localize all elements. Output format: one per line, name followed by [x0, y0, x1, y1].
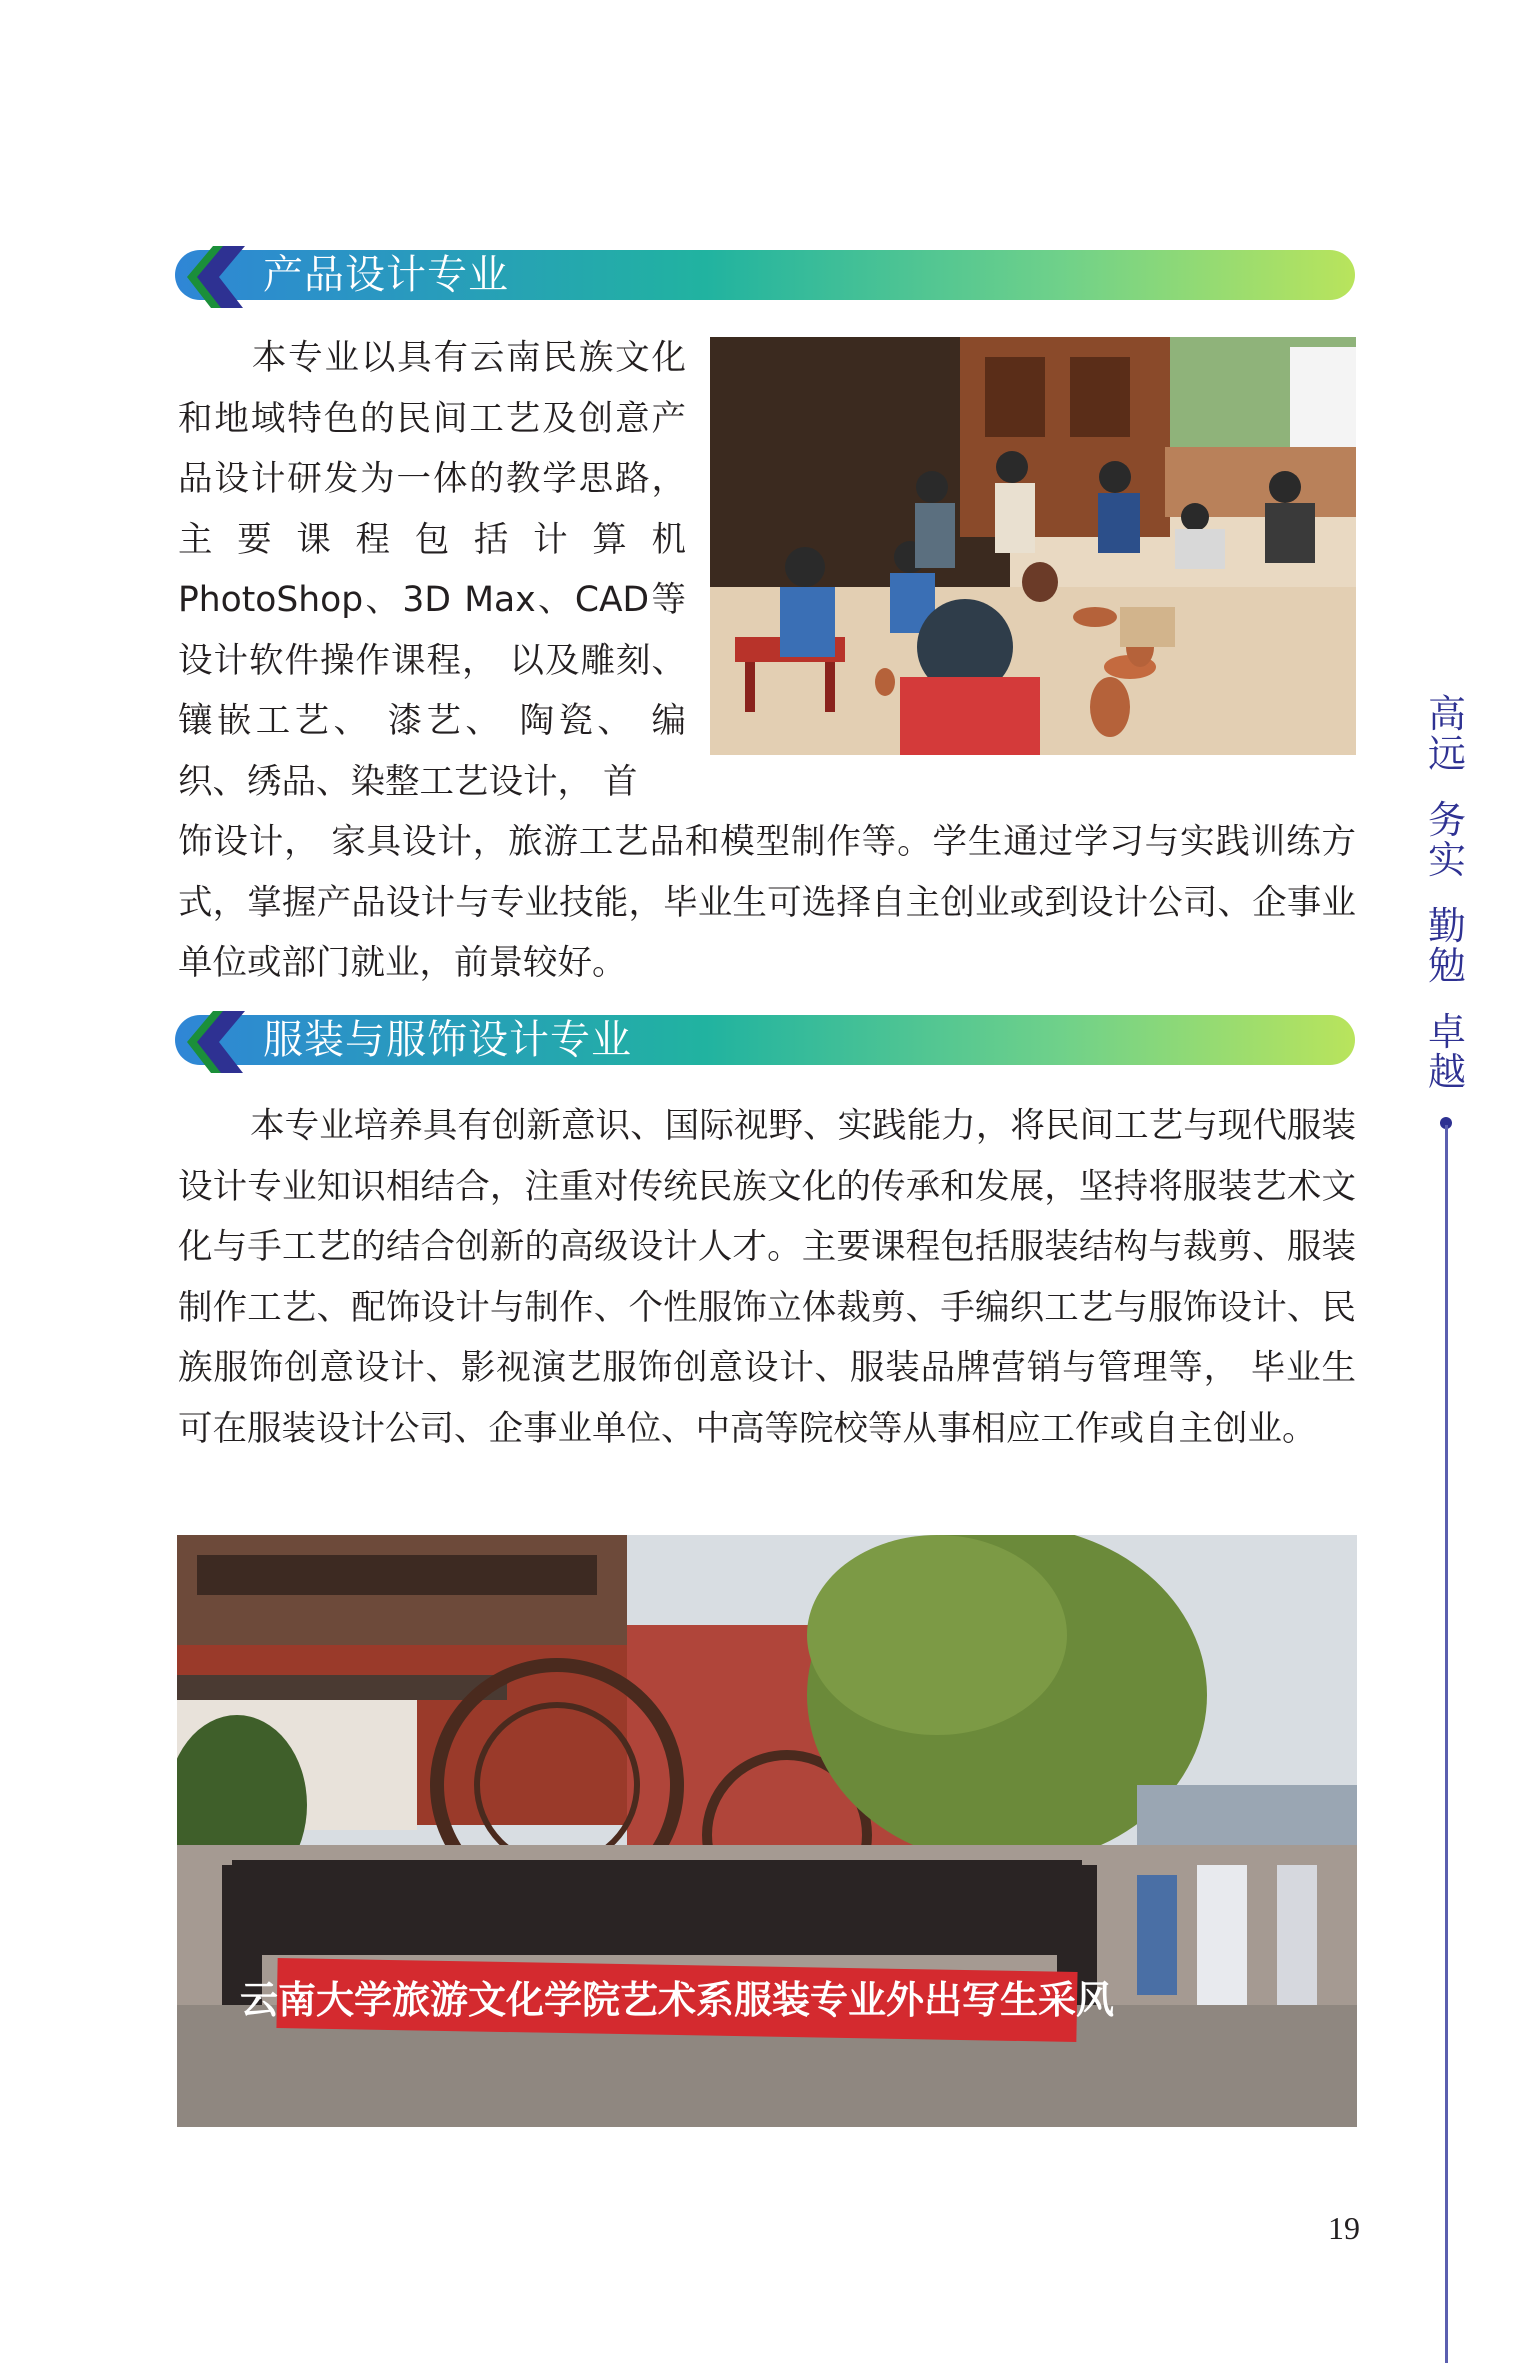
section-heading-product-design — [175, 250, 1355, 300]
motto-char: 勉 — [1427, 944, 1466, 988]
motto-char: 越 — [1427, 1050, 1466, 1094]
banner-text: 云南大学旅游文化学院艺术系服装专业外出写生采风 — [239, 1978, 1115, 2022]
product-design-paragraph-continued: 饰设计， 家具设计，旅游工艺品和模型制作等。学生通过学习与实践训练方式，掌握产品设计与专业技能，毕业生可选择自主创业或到设计公司、企事业单位或部门就业，前景较好。 — [178, 822, 1356, 983]
section-heading-fashion-design — [175, 1015, 1355, 1065]
section-title: 服装与服饰设计专业 — [263, 1017, 632, 1063]
motto-pair — [1422, 800, 1472, 880]
side-motto — [1422, 694, 1472, 1118]
motto-pair — [1422, 1012, 1472, 1092]
page-number: 19 — [1328, 2210, 1360, 2246]
chevron-icon — [183, 246, 253, 308]
motto-char: 务 — [1427, 798, 1466, 842]
motto-char: 勤 — [1427, 904, 1466, 948]
motto-char: 高 — [1427, 692, 1466, 736]
motto-char: 远 — [1427, 732, 1466, 776]
motto-pair — [1422, 694, 1472, 774]
motto-char: 实 — [1427, 838, 1466, 882]
chevron-icon — [183, 1011, 253, 1073]
motto-pair — [1422, 906, 1472, 986]
side-rule — [1445, 1125, 1448, 2363]
section-title: 产品设计专业 — [263, 252, 509, 298]
fashion-design-paragraph: 本专业培养具有创新意识、国际视野、实践能力，将民间工艺与现代服装设计专业知识相结合，注重对传统民族文化的传承和发展，坚持将服装艺术文化与手工艺的结合创新的高级设计人才。主要课程包括服装结构与裁剪、服装制作工艺、配饰设计与制作、个性服饰立体裁剪、手编织工艺与服饰设计、民族服饰创意设计、影视演艺服饰创意设计、服装品牌营销与管理等， 毕业生可在服装设计公司、企事业单位、中高等院校等从事相应工作或自主创业。 — [178, 1106, 1356, 1449]
motto-char: 卓 — [1427, 1010, 1466, 1054]
group-photo — [177, 1535, 1357, 2127]
workshop-photo — [710, 337, 1356, 755]
product-design-paragraph-wrapped: 本专业以具有云南民族文化和地域特色的民间工艺及创意产品设计研发为一体的教学思路，主要课程包括计算机PhotoShop、3D Max、CAD等设计软件操作课程， 以及雕刻、镶嵌工艺、 漆艺、 陶瓷、 编织、绣品、染整工艺设计， 首 — [178, 338, 686, 802]
